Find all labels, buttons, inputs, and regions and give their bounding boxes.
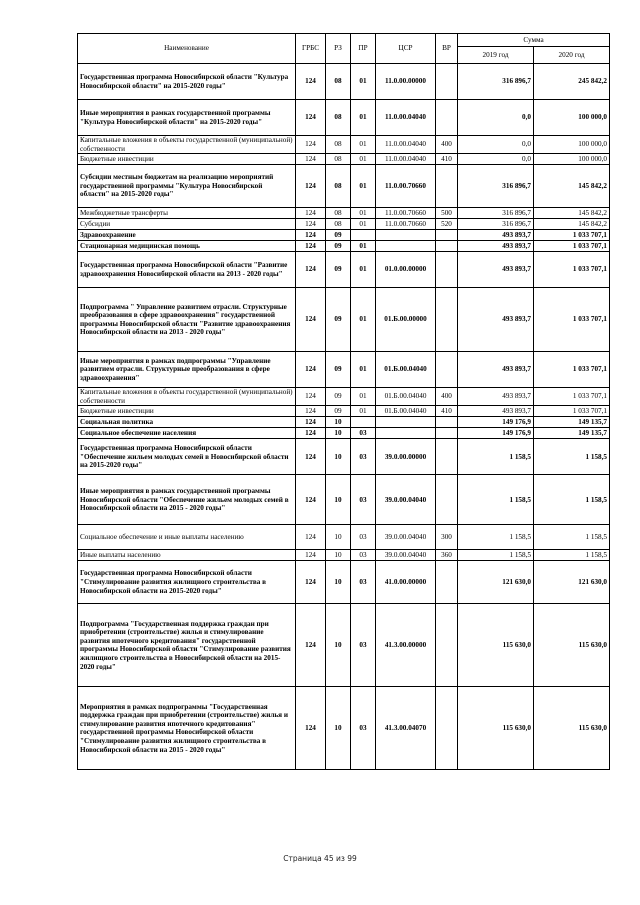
cell-name: Капитальные вложения в объекты государственной (муниципальной) собственности bbox=[78, 388, 296, 406]
cell-pr: 03 bbox=[351, 687, 376, 770]
table-row bbox=[78, 165, 610, 208]
cell-name: Субсидии местным бюджетам на реализацию мероприятий государственной программы "Культура Новосибирской области" на 2015-2020 годы" bbox=[78, 165, 296, 208]
cell-rz: 10 bbox=[326, 525, 351, 550]
cell-csr: 01.0.00.00000 bbox=[376, 252, 436, 288]
table-row bbox=[78, 561, 610, 604]
cell-csr: 11.0.00.04040 bbox=[376, 136, 436, 154]
cell-vr: 520 bbox=[436, 219, 458, 230]
cell-pr bbox=[351, 230, 376, 241]
cell-y2020: 1 033 707,1 bbox=[534, 406, 610, 417]
cell-rz: 08 bbox=[326, 136, 351, 154]
cell-y2019: 316 896,7 bbox=[458, 208, 534, 219]
cell-rz: 09 bbox=[326, 388, 351, 406]
cell-y2019: 1 158,5 bbox=[458, 475, 534, 525]
cell-name: Стационарная медицинская помощь bbox=[78, 241, 296, 252]
cell-name: Социальное обеспечение и иные выплаты населению bbox=[78, 525, 296, 550]
cell-grbs: 124 bbox=[296, 417, 326, 428]
cell-pr: 01 bbox=[351, 352, 376, 388]
cell-csr: 41.0.00.00000 bbox=[376, 561, 436, 604]
cell-pr: 03 bbox=[351, 525, 376, 550]
cell-pr: 01 bbox=[351, 252, 376, 288]
cell-vr: 400 bbox=[436, 388, 458, 406]
cell-vr bbox=[436, 252, 458, 288]
cell-vr bbox=[436, 604, 458, 687]
header-grbs: ГРБС bbox=[296, 34, 326, 64]
cell-pr: 03 bbox=[351, 604, 376, 687]
page-number: Страница 45 из 99 bbox=[283, 854, 357, 863]
cell-vr bbox=[436, 165, 458, 208]
cell-csr: 01.Б.00.04040 bbox=[376, 352, 436, 388]
cell-grbs: 124 bbox=[296, 388, 326, 406]
cell-csr bbox=[376, 241, 436, 252]
cell-vr bbox=[436, 428, 458, 439]
budget-table bbox=[77, 33, 610, 770]
cell-y2019: 149 176,9 bbox=[458, 428, 534, 439]
cell-y2019: 0,0 bbox=[458, 154, 534, 165]
table-row bbox=[78, 352, 610, 388]
cell-pr: 01 bbox=[351, 388, 376, 406]
cell-grbs: 124 bbox=[296, 288, 326, 352]
cell-rz: 10 bbox=[326, 417, 351, 428]
cell-pr: 01 bbox=[351, 100, 376, 136]
cell-csr: 11.0.00.00000 bbox=[376, 64, 436, 100]
cell-name: Государственная программа Новосибирской области "Обеспечение жильем молодых семей в Новосибирской области на 2015-2020 годы" bbox=[78, 439, 296, 475]
cell-y2019: 149 176,9 bbox=[458, 417, 534, 428]
cell-vr bbox=[436, 417, 458, 428]
cell-y2020: 1 033 707,1 bbox=[534, 252, 610, 288]
header-name: Наименование bbox=[78, 34, 296, 64]
cell-csr: 11.0.00.70660 bbox=[376, 165, 436, 208]
cell-y2019: 1 158,5 bbox=[458, 525, 534, 550]
cell-csr: 39.0.00.04040 bbox=[376, 475, 436, 525]
cell-name: Иные мероприятия в рамках государственной программы Новосибирской области "Обеспечение жильем молодых семей в Новосибирской области на 2015 - 2020 годы" bbox=[78, 475, 296, 525]
table-row bbox=[78, 154, 610, 165]
cell-y2019: 493 893,7 bbox=[458, 388, 534, 406]
cell-pr: 03 bbox=[351, 550, 376, 561]
cell-y2020: 1 033 707,1 bbox=[534, 288, 610, 352]
cell-vr bbox=[436, 288, 458, 352]
cell-vr bbox=[436, 439, 458, 475]
cell-name: Государственная программа Новосибирской области "Развитие здравоохранения Новосибирской области на 2013 - 2020 годы" bbox=[78, 252, 296, 288]
cell-csr bbox=[376, 428, 436, 439]
cell-csr: 01.Б.00.04040 bbox=[376, 406, 436, 417]
cell-csr: 39.0.00.00000 bbox=[376, 439, 436, 475]
table-row bbox=[78, 388, 610, 406]
cell-rz: 10 bbox=[326, 428, 351, 439]
cell-y2019: 316 896,7 bbox=[458, 64, 534, 100]
cell-pr: 01 bbox=[351, 208, 376, 219]
cell-rz: 10 bbox=[326, 550, 351, 561]
cell-y2020: 1 033 707,1 bbox=[534, 230, 610, 241]
cell-grbs: 124 bbox=[296, 208, 326, 219]
cell-vr: 300 bbox=[436, 525, 458, 550]
cell-grbs: 124 bbox=[296, 604, 326, 687]
cell-vr bbox=[436, 230, 458, 241]
cell-csr: 01.Б.00.00000 bbox=[376, 288, 436, 352]
cell-grbs: 124 bbox=[296, 439, 326, 475]
cell-y2019: 0,0 bbox=[458, 136, 534, 154]
cell-y2020: 100 000,0 bbox=[534, 154, 610, 165]
cell-y2020: 145 842,2 bbox=[534, 208, 610, 219]
cell-vr bbox=[436, 687, 458, 770]
cell-rz: 10 bbox=[326, 475, 351, 525]
cell-grbs: 124 bbox=[296, 64, 326, 100]
cell-pr: 01 bbox=[351, 64, 376, 100]
cell-vr bbox=[436, 64, 458, 100]
cell-pr: 01 bbox=[351, 288, 376, 352]
cell-rz: 10 bbox=[326, 604, 351, 687]
header-sum: Сумма bbox=[458, 34, 610, 47]
cell-y2020: 115 630,0 bbox=[534, 604, 610, 687]
cell-grbs: 124 bbox=[296, 100, 326, 136]
cell-name: Межбюджетные трансферты bbox=[78, 208, 296, 219]
table-row bbox=[78, 428, 610, 439]
cell-grbs: 124 bbox=[296, 525, 326, 550]
table-row bbox=[78, 406, 610, 417]
header-vr: ВР bbox=[436, 34, 458, 64]
cell-y2019: 493 893,7 bbox=[458, 288, 534, 352]
cell-pr: 03 bbox=[351, 439, 376, 475]
cell-y2020: 145 842,2 bbox=[534, 165, 610, 208]
table-row bbox=[78, 208, 610, 219]
cell-grbs: 124 bbox=[296, 165, 326, 208]
cell-rz: 09 bbox=[326, 241, 351, 252]
cell-vr bbox=[436, 100, 458, 136]
header-2020: 2020 год bbox=[534, 47, 610, 64]
cell-y2020: 115 630,0 bbox=[534, 687, 610, 770]
cell-y2020: 145 842,2 bbox=[534, 219, 610, 230]
cell-name: Субсидии bbox=[78, 219, 296, 230]
cell-grbs: 124 bbox=[296, 252, 326, 288]
header-rz: РЗ bbox=[326, 34, 351, 64]
cell-rz: 08 bbox=[326, 100, 351, 136]
cell-y2019: 1 158,5 bbox=[458, 439, 534, 475]
cell-pr: 03 bbox=[351, 561, 376, 604]
cell-rz: 08 bbox=[326, 165, 351, 208]
cell-y2020: 1 158,5 bbox=[534, 439, 610, 475]
cell-rz: 10 bbox=[326, 687, 351, 770]
cell-vr: 410 bbox=[436, 406, 458, 417]
cell-name: Мероприятия в рамках подпрограммы "Государственная поддержка граждан при приобретении (строительстве) жилья и стимулирование развития ипотечного кредитования" государственной программы Новосибирской области "Стимулирование развития жилищного строительства в Новосибирской области на 2015 - 2020 годы" bbox=[78, 687, 296, 770]
cell-grbs: 124 bbox=[296, 561, 326, 604]
cell-grbs: 124 bbox=[296, 136, 326, 154]
cell-pr: 01 bbox=[351, 241, 376, 252]
table-row bbox=[78, 230, 610, 241]
cell-rz: 08 bbox=[326, 219, 351, 230]
cell-y2019: 1 158,5 bbox=[458, 550, 534, 561]
cell-y2019: 316 896,7 bbox=[458, 165, 534, 208]
table-row bbox=[78, 288, 610, 352]
cell-name: Иные выплаты населению bbox=[78, 550, 296, 561]
table-row bbox=[78, 604, 610, 687]
cell-y2019: 493 893,7 bbox=[458, 352, 534, 388]
cell-rz: 09 bbox=[326, 230, 351, 241]
table-row bbox=[78, 64, 610, 100]
cell-y2019: 316 896,7 bbox=[458, 219, 534, 230]
cell-name: Капитальные вложения в объекты государственной (муниципальной) собственности bbox=[78, 136, 296, 154]
cell-y2020: 1 033 707,1 bbox=[534, 388, 610, 406]
cell-name: Подпрограмма " Управление развитием отрасли. Структурные преобразования в сфере здравоохранения" государственной программы Новосибирской области "Развитие здравоохранения Новосибирской области на 2013 - 2020 годы" bbox=[78, 288, 296, 352]
cell-y2019: 493 893,7 bbox=[458, 241, 534, 252]
header-pr: ПР bbox=[351, 34, 376, 64]
cell-csr: 11.0.00.04040 bbox=[376, 154, 436, 165]
cell-csr: 39.0.00.04040 bbox=[376, 550, 436, 561]
cell-name: Государственная программа Новосибирской области "Стимулирование развития жилищного строительства в Новосибирской области на 2015-2020 годы" bbox=[78, 561, 296, 604]
cell-name: Здравоохранение bbox=[78, 230, 296, 241]
cell-y2020: 100 000,0 bbox=[534, 100, 610, 136]
cell-rz: 09 bbox=[326, 406, 351, 417]
cell-rz: 10 bbox=[326, 561, 351, 604]
cell-pr: 03 bbox=[351, 475, 376, 525]
cell-grbs: 124 bbox=[296, 428, 326, 439]
cell-name: Иные мероприятия в рамках подпрограммы "Управление развитием отрасли. Структурные преобразования в сфере здравоохранения" bbox=[78, 352, 296, 388]
cell-pr: 03 bbox=[351, 428, 376, 439]
cell-name: Социальная политика bbox=[78, 417, 296, 428]
cell-y2019: 493 893,7 bbox=[458, 406, 534, 417]
cell-name: Социальное обеспечение населения bbox=[78, 428, 296, 439]
cell-csr: 41.3.00.04070 bbox=[376, 687, 436, 770]
cell-vr: 500 bbox=[436, 208, 458, 219]
table-header bbox=[78, 34, 610, 64]
cell-y2020: 1 158,5 bbox=[534, 475, 610, 525]
table-row bbox=[78, 252, 610, 288]
cell-name: Государственная программа Новосибирской области "Культура Новосибирской области" на 2015-2020 годы" bbox=[78, 64, 296, 100]
cell-y2020: 149 135,7 bbox=[534, 417, 610, 428]
cell-grbs: 124 bbox=[296, 241, 326, 252]
table-body bbox=[78, 64, 610, 770]
cell-y2020: 245 842,2 bbox=[534, 64, 610, 100]
header-csr: ЦСР bbox=[376, 34, 436, 64]
table-row bbox=[78, 219, 610, 230]
cell-rz: 08 bbox=[326, 208, 351, 219]
table-row bbox=[78, 475, 610, 525]
table-row bbox=[78, 100, 610, 136]
table-row bbox=[78, 687, 610, 770]
cell-csr: 01.Б.00.04040 bbox=[376, 388, 436, 406]
table-row bbox=[78, 439, 610, 475]
cell-csr bbox=[376, 417, 436, 428]
cell-grbs: 124 bbox=[296, 550, 326, 561]
cell-vr bbox=[436, 561, 458, 604]
cell-grbs: 124 bbox=[296, 475, 326, 525]
table-row bbox=[78, 417, 610, 428]
cell-y2020: 1 158,5 bbox=[534, 550, 610, 561]
cell-vr: 400 bbox=[436, 136, 458, 154]
cell-y2019: 0,0 bbox=[458, 100, 534, 136]
cell-y2020: 100 000,0 bbox=[534, 136, 610, 154]
cell-rz: 09 bbox=[326, 288, 351, 352]
table-row bbox=[78, 136, 610, 154]
cell-name: Подпрограмма "Государственная поддержка граждан при приобретении (строительстве) жилья и стимулирование развития ипотечного кредитования" государственной программы Новосибирской области "Стимулирование развития жилищного строительства в Новосибирской области на 2015-2020 годы" bbox=[78, 604, 296, 687]
cell-vr bbox=[436, 352, 458, 388]
cell-grbs: 124 bbox=[296, 352, 326, 388]
cell-csr: 11.0.00.70660 bbox=[376, 219, 436, 230]
cell-y2020: 121 630,0 bbox=[534, 561, 610, 604]
cell-csr bbox=[376, 230, 436, 241]
cell-pr: 01 bbox=[351, 219, 376, 230]
cell-rz: 09 bbox=[326, 252, 351, 288]
cell-grbs: 124 bbox=[296, 154, 326, 165]
cell-y2019: 121 630,0 bbox=[458, 561, 534, 604]
cell-y2020: 1 158,5 bbox=[534, 525, 610, 550]
cell-name: Иные мероприятия в рамках государственной программы "Культура Новосибирской области" на 2015-2020 годы" bbox=[78, 100, 296, 136]
cell-grbs: 124 bbox=[296, 406, 326, 417]
cell-pr: 01 bbox=[351, 406, 376, 417]
cell-vr bbox=[436, 475, 458, 525]
cell-pr: 01 bbox=[351, 165, 376, 208]
cell-name: Бюджетные инвестиции bbox=[78, 154, 296, 165]
cell-rz: 09 bbox=[326, 352, 351, 388]
header-2019: 2019 год bbox=[458, 47, 534, 64]
cell-pr: 01 bbox=[351, 136, 376, 154]
cell-vr bbox=[436, 241, 458, 252]
cell-csr: 41.3.00.00000 bbox=[376, 604, 436, 687]
cell-rz: 08 bbox=[326, 64, 351, 100]
cell-y2019: 493 893,7 bbox=[458, 252, 534, 288]
cell-y2020: 149 135,7 bbox=[534, 428, 610, 439]
cell-y2020: 1 033 707,1 bbox=[534, 352, 610, 388]
cell-rz: 08 bbox=[326, 154, 351, 165]
cell-name: Бюджетные инвестиции bbox=[78, 406, 296, 417]
cell-grbs: 124 bbox=[296, 687, 326, 770]
cell-y2020: 1 033 707,1 bbox=[534, 241, 610, 252]
cell-csr: 11.0.00.70660 bbox=[376, 208, 436, 219]
cell-rz: 10 bbox=[326, 439, 351, 475]
table-row bbox=[78, 525, 610, 550]
cell-y2019: 493 893,7 bbox=[458, 230, 534, 241]
cell-grbs: 124 bbox=[296, 230, 326, 241]
cell-y2019: 115 630,0 bbox=[458, 687, 534, 770]
table-row bbox=[78, 241, 610, 252]
cell-csr: 39.0.00.04040 bbox=[376, 525, 436, 550]
cell-pr: 01 bbox=[351, 154, 376, 165]
table-row bbox=[78, 550, 610, 561]
cell-csr: 11.0.00.04040 bbox=[376, 100, 436, 136]
cell-grbs: 124 bbox=[296, 219, 326, 230]
cell-pr bbox=[351, 417, 376, 428]
cell-y2019: 115 630,0 bbox=[458, 604, 534, 687]
cell-vr: 410 bbox=[436, 154, 458, 165]
cell-vr: 360 bbox=[436, 550, 458, 561]
